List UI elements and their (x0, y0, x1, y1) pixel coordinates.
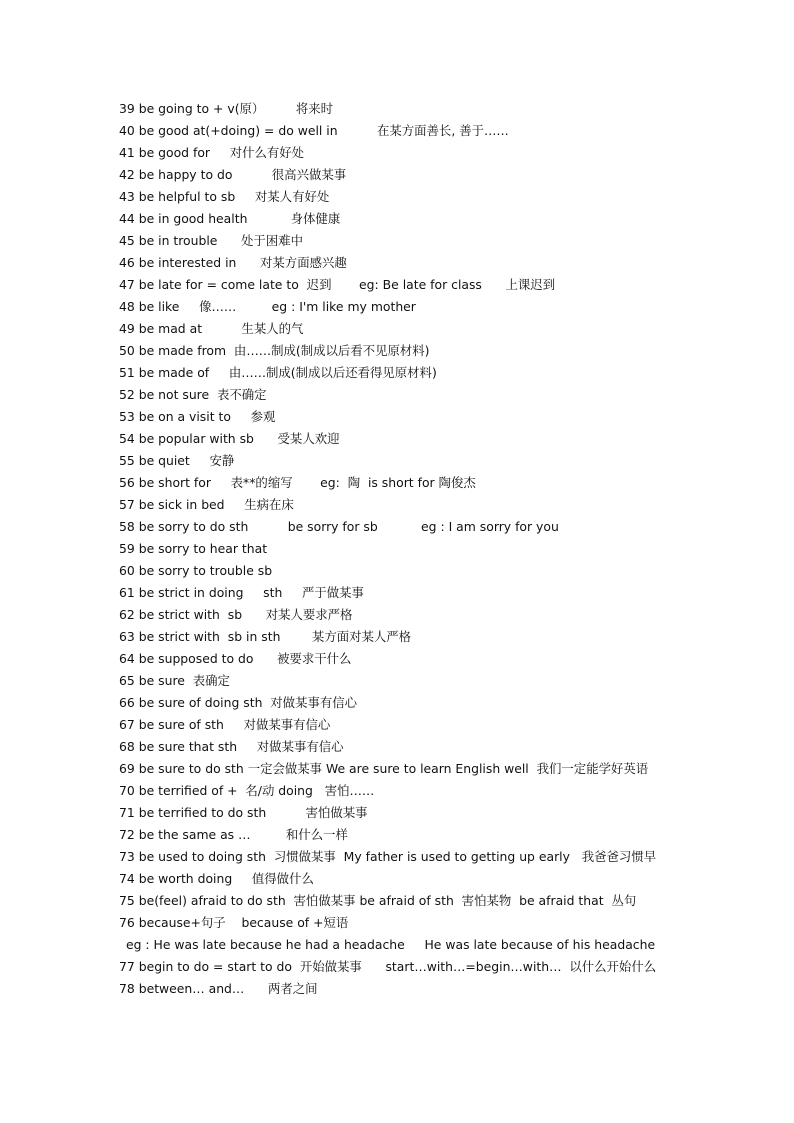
phrase-line: 62 be strict with sb 对某人要求严格 (119, 607, 353, 622)
phrase-line: 49 be mad at 生某人的气 (119, 321, 304, 336)
phrase-line: 41 be good for 对什么有好处 (119, 145, 305, 160)
phrase-line: 73 be used to doing sth 习惯做某事 My father is used to getting up early 我爸爸习惯早 (119, 849, 657, 864)
phrase-line: 71 be terrified to do sth 害怕做某事 (119, 805, 368, 820)
phrase-list (119, 98, 679, 1000)
phrase-line: eg : He was late because he had a headache He was late because of his headache (126, 937, 656, 952)
phrase-line: 42 be happy to do 很高兴做某事 (119, 167, 347, 182)
phrase-line: 60 be sorry to trouble sb (119, 563, 273, 578)
phrase-line: 58 be sorry to do sth be sorry for sb eg : I am sorry for you (119, 519, 559, 534)
phrase-line: 44 be in good health 身体健康 (119, 211, 341, 226)
phrase-line: 53 be on a visit to 参观 (119, 409, 276, 424)
phrase-line: 70 be terrified of + 名/动 doing 害怕…… (119, 783, 375, 798)
phrase-line: 65 be sure 表确定 (119, 673, 230, 688)
phrase-line: 56 be short for 表**的缩写 eg: 陶 is short for 陶俊杰 (119, 475, 476, 490)
phrase-line: 67 be sure of sth 对做某事有信心 (119, 717, 331, 732)
phrase-line: 43 be helpful to sb 对某人有好处 (119, 189, 330, 204)
phrase-line: 48 be like 像…… eg : I'm like my mother (119, 299, 416, 314)
phrase-line: 54 be popular with sb 受某人欢迎 (119, 431, 340, 446)
phrase-line: 61 be strict in doing sth 严于做某事 (119, 585, 364, 600)
phrase-line: 74 be worth doing 值得做什么 (119, 871, 314, 886)
phrase-line: 64 be supposed to do 被要求干什么 (119, 651, 352, 666)
phrase-line: 50 be made from 由……制成(制成以后看不见原材料) (119, 343, 430, 358)
phrase-line: 51 be made of 由……制成(制成以后还看得见原材料) (119, 365, 437, 380)
phrase-line: 63 be strict with sb in sth 某方面对某人严格 (119, 629, 412, 644)
phrase-line: 68 be sure that sth 对做某事有信心 (119, 739, 344, 754)
phrase-line: 66 be sure of doing sth 对做某事有信心 (119, 695, 358, 710)
phrase-line: 47 be late for = come late to 迟到 eg: Be late for class 上课迟到 (119, 277, 556, 292)
phrase-line: 46 be interested in 对某方面感兴趣 (119, 255, 347, 270)
phrase-line: 76 because+句子 because of +短语 (119, 915, 349, 930)
phrase-line: 59 be sorry to hear that (119, 541, 268, 556)
phrase-line: 78 between… and… 两者之间 (119, 981, 318, 996)
phrase-line: 75 be(feel) afraid to do sth 害怕做某事 be afraid of sth 害怕某物 be afraid that 丛句 (119, 893, 637, 908)
phrase-line: 39 be going to + v(原） 将来时 (119, 101, 334, 116)
phrase-line: 40 be good at(+doing) = do well in 在某方面善长, 善于…… (119, 123, 509, 138)
phrase-line: 72 be the same as … 和什么一样 (119, 827, 348, 842)
phrase-line: 52 be not sure 表不确定 (119, 387, 267, 402)
phrase-line: 77 begin to do = start to do 开始做某事 start…with…=begin…with… 以什么开始什么 (119, 959, 657, 974)
phrase-line: 55 be quiet 安静 (119, 453, 235, 468)
phrase-line: 45 be in trouble 处于困难中 (119, 233, 303, 248)
phrase-line: 57 be sick in bed 生病在床 (119, 497, 294, 512)
phrase-line: 69 be sure to do sth 一定会做某事 We are sure to learn English well 我们一定能学好英语 (119, 761, 649, 776)
